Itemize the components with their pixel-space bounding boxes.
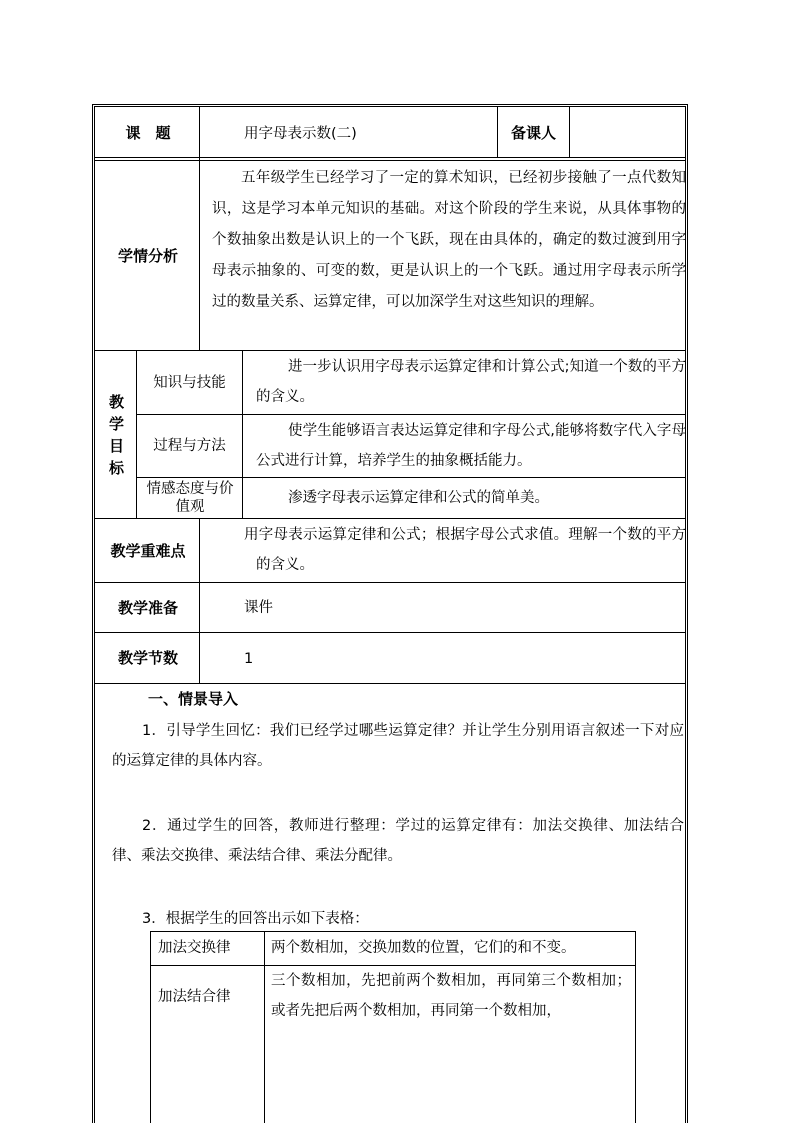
preparer-label: 备课人 — [510, 123, 556, 142]
goal-emotion-label: 情感态度与价值观 — [146, 481, 234, 515]
law-description: 三个数相加，先把前两个数相加，再同第三个数相加；或者先把后两个数相加，再同第一个数相加， — [271, 973, 631, 1019]
periods-value: 1 — [244, 651, 254, 667]
rule — [199, 107, 200, 350]
periods-label: 教学节数 — [117, 649, 178, 667]
topic-value: 用字母表示数(二) — [244, 126, 357, 142]
rule — [95, 683, 685, 684]
keypoints-label: 教学重难点 — [110, 541, 186, 560]
law-name: 加法交换律 — [158, 940, 231, 956]
law-name: 加法结合律 — [158, 989, 231, 1005]
preparation-label: 教学准备 — [117, 598, 178, 617]
analysis-label: 学情分析 — [117, 246, 178, 265]
section-title: 一、情景导入 — [148, 690, 239, 708]
rule — [95, 157, 685, 158]
goal-knowledge-label: 知识与技能 — [153, 374, 226, 391]
goal-process-label: 过程与方法 — [153, 438, 226, 454]
topic-label: 课 题 — [125, 123, 171, 142]
goal-emotion-text: 渗透字母表示运算定律和公式的简单美。 — [288, 490, 549, 506]
goals-label-cell — [97, 351, 136, 518]
goals-label: 教学目标 — [108, 392, 124, 477]
process-paragraph-1: 1．引导学生回忆：我们已经学过哪些运算定律？并让学生分别用语言叙述一下对应的运算定律的具体内容。 — [112, 723, 684, 769]
rule — [242, 350, 243, 518]
keypoints-text: 用字母表示运算定律和公式；根据字母公式求值。理解一个数的平方的含义。 — [244, 527, 686, 573]
goal-knowledge-text: 进一步认识用字母表示运算定律和计算公式;知道一个数的平方的含义。 — [256, 359, 686, 405]
laws-table — [150, 931, 636, 1123]
rule — [569, 107, 570, 158]
preparation-value: 课件 — [244, 600, 273, 616]
analysis-text: 五年级学生已经学习了一定的算术知识，已经初步接触了一点代数知识，这是学习本单元知识的基础。对这个阶段的学生来说，从具体事物的个数抽象出数是认识上的一个飞跃，现在由具体的，确定的数过渡到用字母表示抽象的、可变的数，更是认识上的一个飞跃。通过用字母表示所学过的数量关系、运算定律，可以加深学生对这些知识的理解。 — [212, 170, 686, 310]
process-paragraph-2: 2．通过学生的回答，教师进行整理：学过的运算定律有：加法交换律、加法结合律、乘法交换律、乘法结合律、乘法分配律。 — [112, 818, 684, 864]
rule — [199, 518, 200, 683]
law-description: 两个数相加，交换加数的位置，它们的和不变。 — [271, 940, 576, 956]
process-paragraph-3: 3．根据学生的回答出示如下表格： — [142, 911, 369, 927]
goal-process-text: 使学生能够语言表达运算定律和字母公式,能够将数字代入字母公式进行计算，培养学生的抽象概括能力。 — [256, 423, 686, 469]
